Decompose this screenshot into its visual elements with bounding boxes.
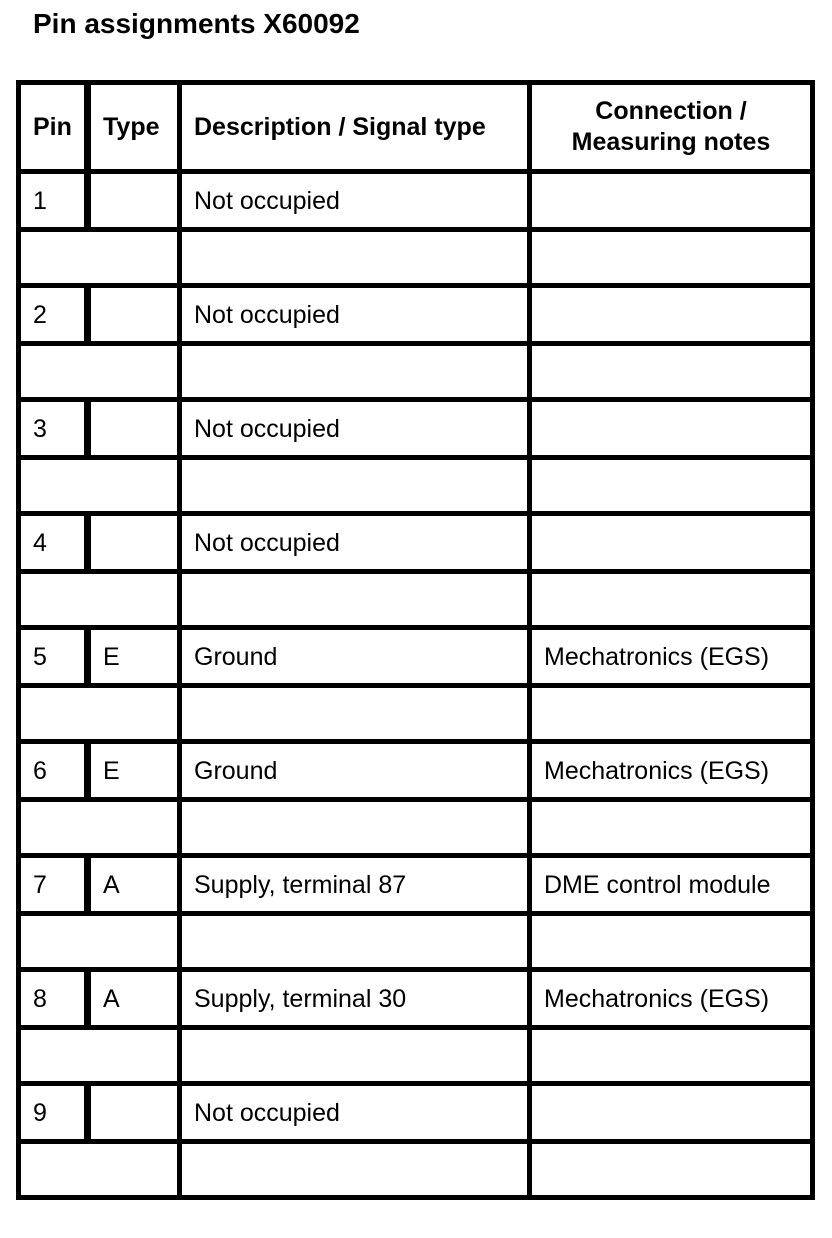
cell-description: Not occupied (180, 172, 530, 230)
cell-pin: 6 (19, 742, 88, 800)
cell-connection: Mechatronics (EGS) (530, 742, 813, 800)
cell-description: Supply, terminal 87 (180, 856, 530, 914)
spacer-cell (19, 914, 180, 970)
table-row (19, 286, 813, 344)
spacer-cell (180, 1028, 530, 1084)
cell-pin: 7 (19, 856, 88, 914)
pin-assignment-table (16, 80, 815, 1200)
table-spacer-row (19, 230, 813, 286)
table-spacer-row (19, 800, 813, 856)
header-type: Type (88, 83, 180, 172)
spacer-cell (19, 458, 180, 514)
cell-pin: 8 (19, 970, 88, 1028)
table-spacer-row (19, 572, 813, 628)
cell-pin: 1 (19, 172, 88, 230)
cell-description: Ground (180, 628, 530, 686)
spacer-cell (530, 914, 813, 970)
spacer-cell (180, 686, 530, 742)
cell-description: Not occupied (180, 400, 530, 458)
cell-pin: 9 (19, 1084, 88, 1142)
spacer-cell (180, 800, 530, 856)
spacer-cell (19, 572, 180, 628)
table-row (19, 628, 813, 686)
spacer-cell (19, 800, 180, 856)
cell-description: Not occupied (180, 1084, 530, 1142)
spacer-cell (180, 458, 530, 514)
cell-connection (530, 514, 813, 572)
header-connection-line2: Measuring notes (571, 128, 771, 156)
spacer-cell (180, 1142, 530, 1198)
header-pin: Pin (19, 83, 88, 172)
spacer-cell (530, 1028, 813, 1084)
spacer-cell (530, 230, 813, 286)
cell-connection: Mechatronics (EGS) (530, 970, 813, 1028)
table-row (19, 1084, 813, 1142)
table-header-row (19, 83, 813, 172)
cell-type (88, 400, 180, 458)
spacer-cell (530, 1142, 813, 1198)
cell-type: A (88, 856, 180, 914)
table-spacer-row (19, 686, 813, 742)
cell-description: Not occupied (180, 514, 530, 572)
table-row (19, 514, 813, 572)
table-row (19, 856, 813, 914)
spacer-cell (19, 230, 180, 286)
spacer-cell (180, 572, 530, 628)
header-connection (530, 83, 813, 172)
table-spacer-row (19, 1028, 813, 1084)
cell-type: A (88, 970, 180, 1028)
cell-connection (530, 400, 813, 458)
cell-description: Ground (180, 742, 530, 800)
cell-description: Not occupied (180, 286, 530, 344)
cell-description: Supply, terminal 30 (180, 970, 530, 1028)
cell-connection (530, 172, 813, 230)
cell-connection (530, 286, 813, 344)
cell-type: E (88, 628, 180, 686)
spacer-cell (19, 686, 180, 742)
spacer-cell (19, 344, 180, 400)
table-spacer-row (19, 344, 813, 400)
spacer-cell (180, 230, 530, 286)
table-row (19, 970, 813, 1028)
cell-pin: 3 (19, 400, 88, 458)
cell-connection (530, 1084, 813, 1142)
cell-type: E (88, 742, 180, 800)
spacer-cell (530, 572, 813, 628)
spacer-cell (19, 1028, 180, 1084)
spacer-cell (530, 686, 813, 742)
table-spacer-row (19, 1142, 813, 1198)
cell-type (88, 286, 180, 344)
page-title: Pin assignments X60092 (33, 8, 360, 39)
cell-type (88, 514, 180, 572)
spacer-cell (530, 458, 813, 514)
spacer-cell (180, 344, 530, 400)
table-spacer-row (19, 458, 813, 514)
spacer-cell (180, 914, 530, 970)
spacer-cell (530, 344, 813, 400)
cell-connection: DME control module (530, 856, 813, 914)
table-row (19, 400, 813, 458)
table-row (19, 172, 813, 230)
table-body (19, 172, 813, 1198)
cell-pin: 2 (19, 286, 88, 344)
cell-type (88, 172, 180, 230)
header-description: Description / Signal type (180, 83, 530, 172)
table-row (19, 742, 813, 800)
table-spacer-row (19, 914, 813, 970)
header-connection-line1: Connection / (595, 97, 747, 125)
cell-type (88, 1084, 180, 1142)
spacer-cell (19, 1142, 180, 1198)
cell-pin: 5 (19, 628, 88, 686)
cell-connection: Mechatronics (EGS) (530, 628, 813, 686)
spacer-cell (530, 800, 813, 856)
cell-pin: 4 (19, 514, 88, 572)
